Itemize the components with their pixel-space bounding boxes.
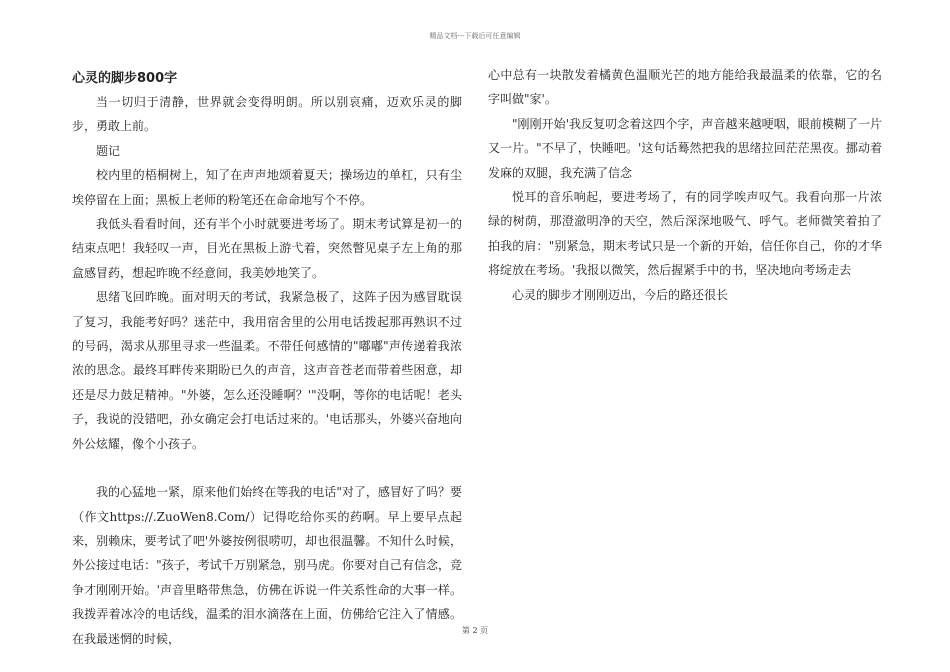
paragraph-memory: 思绪飞回昨晚。面对明天的考试，我紧急极了，这阵子因为感冒耽误了复习，我能考好吗？迷茫中，我用宿舍里的公用电话拨起那再熟识不过的号码，渴求从那里寻求一些温柔。不带任何感情的"嘟嘟"声传递着我浓浓的思念。最终耳畔传来期盼已久的声音，这声音苍老而带着些困意，却还是尽力鼓足精神。"外婆，怎么还没睡啊？'"没啊，等你的电话呢！老头子，我说的没错吧，孙女确定会打电话过来的。'电话那头，外婆兴奋地向外公炫耀，像个小孩子。 [72, 290, 462, 451]
paragraph-campus: 校内里的梧桐树上，知了在声声地颂着夏天；操场边的单杠，只有尘埃停留在上面；黑板上老师的粉笔还在命命地写个不停。 [72, 168, 462, 207]
page-number: 第 2 页 [461, 626, 489, 635]
paragraph-phone-call: 我的心猛地一紧，原来他们始终在等我的电话"对了，感冒好了吗？要（作文https://.ZuoWen8.Com/）记得吃给你买的药啊。早上要早点起来，别赖床，要考试了吧'外婆按例很唠叨，却也很温馨。不知什么时候，外公接过电话："孩子，考试千万别紧急，别马虎。你要对自己有信念，竞争才刚刚开始。'声音里略带焦急，仿佛在诉说一件关系性命的大事一样。我拨弄着冰冷的电话线，温柔的泪水滴落在上面，仿佛给它注入了情感。在我最迷惘的时候， [72, 485, 462, 646]
right-column [488, 63, 882, 307]
paragraph-time: 我低头看看时间，还有半个小时就要进考场了。期末考试算是初一的结束点吧！我轻叹一声，目光在黑板上游弋着，突然瞥见桌子左上角的那盒感冒药，想起昨晚不经意间，我美妙地笑了。 [72, 217, 462, 280]
paragraph-intro: 当一切归于清静，世界就会变得明朗。所以别哀痛，迈欢乐灵的脚步，勇敢上前。 [72, 95, 462, 134]
page-header: 精品文档---下载后可任意编辑 [429, 32, 521, 40]
article-title: 心灵的脚步800字 [72, 71, 178, 86]
left-column [72, 68, 462, 651]
paragraph-conclusion: 心灵的脚步才刚刚迈出，今后的路还很长 [512, 287, 729, 302]
paragraph-epigraph-label: 题记 [96, 143, 121, 158]
paragraph-just-beginning: "刚刚开始'我反复叨念着这四个字，声音越来越哽咽，眼前模糊了一片又一片。"不早了，快睡吧。'这句话蓦然把我的思绪拉回茫茫黑夜。挪动着发麻的双腿，我充满了信念 [488, 116, 882, 180]
paragraph-home: 心中总有一块散发着橘黄色温顺光芒的地方能给我最温柔的依靠，它的名字叫做"家'。 [488, 68, 882, 107]
paragraph-exam-room: 悦耳的音乐响起，要进考场了，有的同学唉声叹气。我看向那一片浓绿的树荫，那澄澈明净的天空，然后深深地吸气、呼气。老师微笑着拍了拍我的肩："别紧急，期末考试只是一个新的开始，信任你自己，你的才华将绽放在考场。'我报以微笑，然后握紧手中的书，坚决地向考场走去 [488, 190, 882, 278]
paragraph-gap [72, 456, 462, 480]
